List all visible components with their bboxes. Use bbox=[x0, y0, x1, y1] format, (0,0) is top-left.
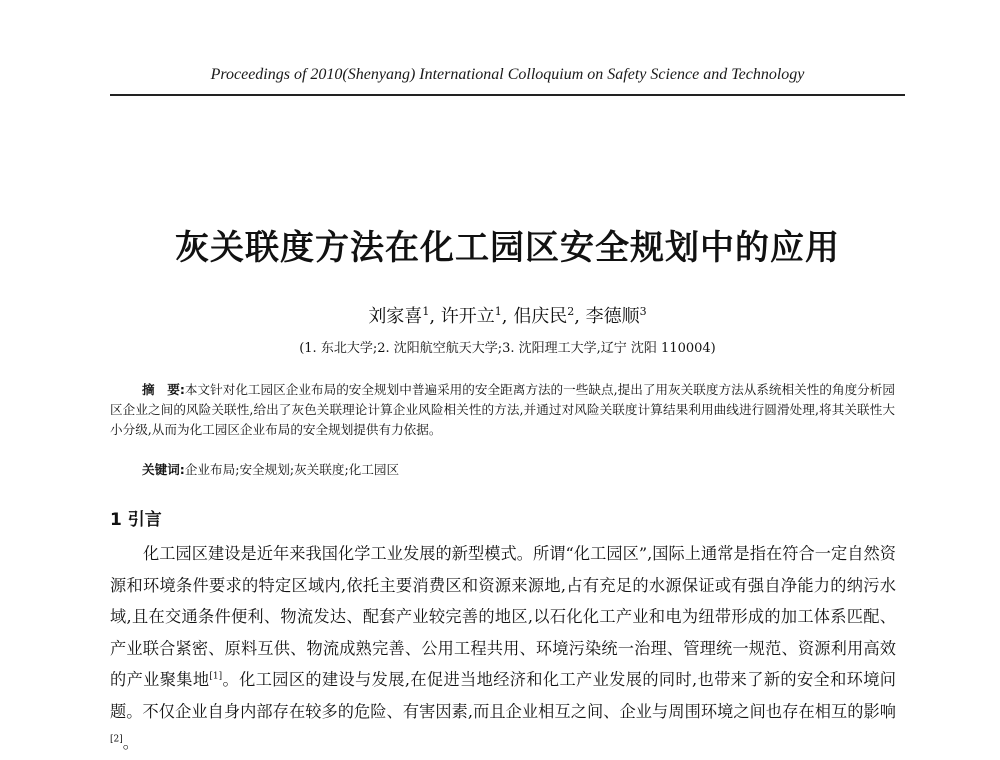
author-name: 李德顺 bbox=[585, 306, 640, 327]
author-affiliation-mark: 2 bbox=[567, 305, 575, 318]
abstract-text: 本文针对化工园区企业布局的安全规划中普遍采用的安全距离方法的一些缺点,提出了用灰关联度方法从系统相关性的角度分析园区企业之间的风险关联性,给出了灰色关联理论计算企业风险相关性的方法,并通过对风险关联度计算结果利用曲线进行圆滑处理,将其关联性大小分级,从而为化工园区企业布局的安全规划提供有力依据。 bbox=[110, 382, 895, 437]
running-header: Proceedings of 2010(Shenyang) International Colloquium on Safety Science and Technology bbox=[210, 66, 805, 83]
citation-ref: [2] bbox=[110, 734, 123, 745]
keywords-text: 企业布局;安全规划;灰关联度;化工园区 bbox=[184, 462, 400, 477]
abstract-label: 摘 要: bbox=[142, 382, 185, 397]
section-heading: 1 引言 bbox=[110, 510, 162, 530]
body-paragraph bbox=[110, 538, 896, 759]
paragraph-text: 。 bbox=[122, 733, 139, 752]
header-rule bbox=[110, 94, 905, 96]
author-list: 刘家喜$^1$, 许开立$^1$, 佀庆民$^2$, 李德顺$^3$ bbox=[368, 305, 647, 327]
paragraph-text: 。化工园区的建设与发展,在促进当地经济和化工产业发展的同时,也带来了新的安全和环境问题。不仅企业自身内部存在较多的危险、有害因素,而且企业相互之间、企业与周围环境之间也存在相互的影响 bbox=[110, 670, 896, 721]
paragraph-text: 化工园区建设是近年来我国化学工业发展的新型模式。所谓“化工园区”,国际上通常是指在符合一定自然资源和环境条件要求的特定区域内,依托主要消费区和资源来源地,占有充足的水源保证或有强自净能力的纳污水域,且在交通条件便利、物流发达、配套产业较完善的地区,以石化化工产业和电为纽带形成的加工体系匹配、产业联合紧密、原料互供、物流成熟完善、公用工程共用、环境污染统一治理、管理统一规范、资源利用高效的产业聚集地 bbox=[110, 544, 896, 689]
author-name: 许开立 bbox=[440, 306, 495, 327]
author-name: 佀庆民 bbox=[513, 306, 568, 327]
citation-ref: [1] bbox=[209, 671, 223, 682]
author-affiliation-mark: 3 bbox=[639, 305, 647, 318]
abstract bbox=[110, 380, 895, 440]
affiliation-line: (1. 东北大学;2. 沈阳航空航天大学;3. 沈阳理工大学,辽宁 沈阳 110004) bbox=[299, 341, 716, 356]
author-affiliation-mark: 1 bbox=[494, 305, 502, 318]
paper-title: 灰关联度方法在化工园区安全规划中的应用 bbox=[175, 228, 840, 268]
author-name: 刘家喜 bbox=[368, 306, 423, 327]
author-affiliation-mark: 1 bbox=[422, 305, 430, 318]
keywords-label: 关键词: bbox=[142, 462, 185, 477]
keywords bbox=[142, 460, 892, 480]
